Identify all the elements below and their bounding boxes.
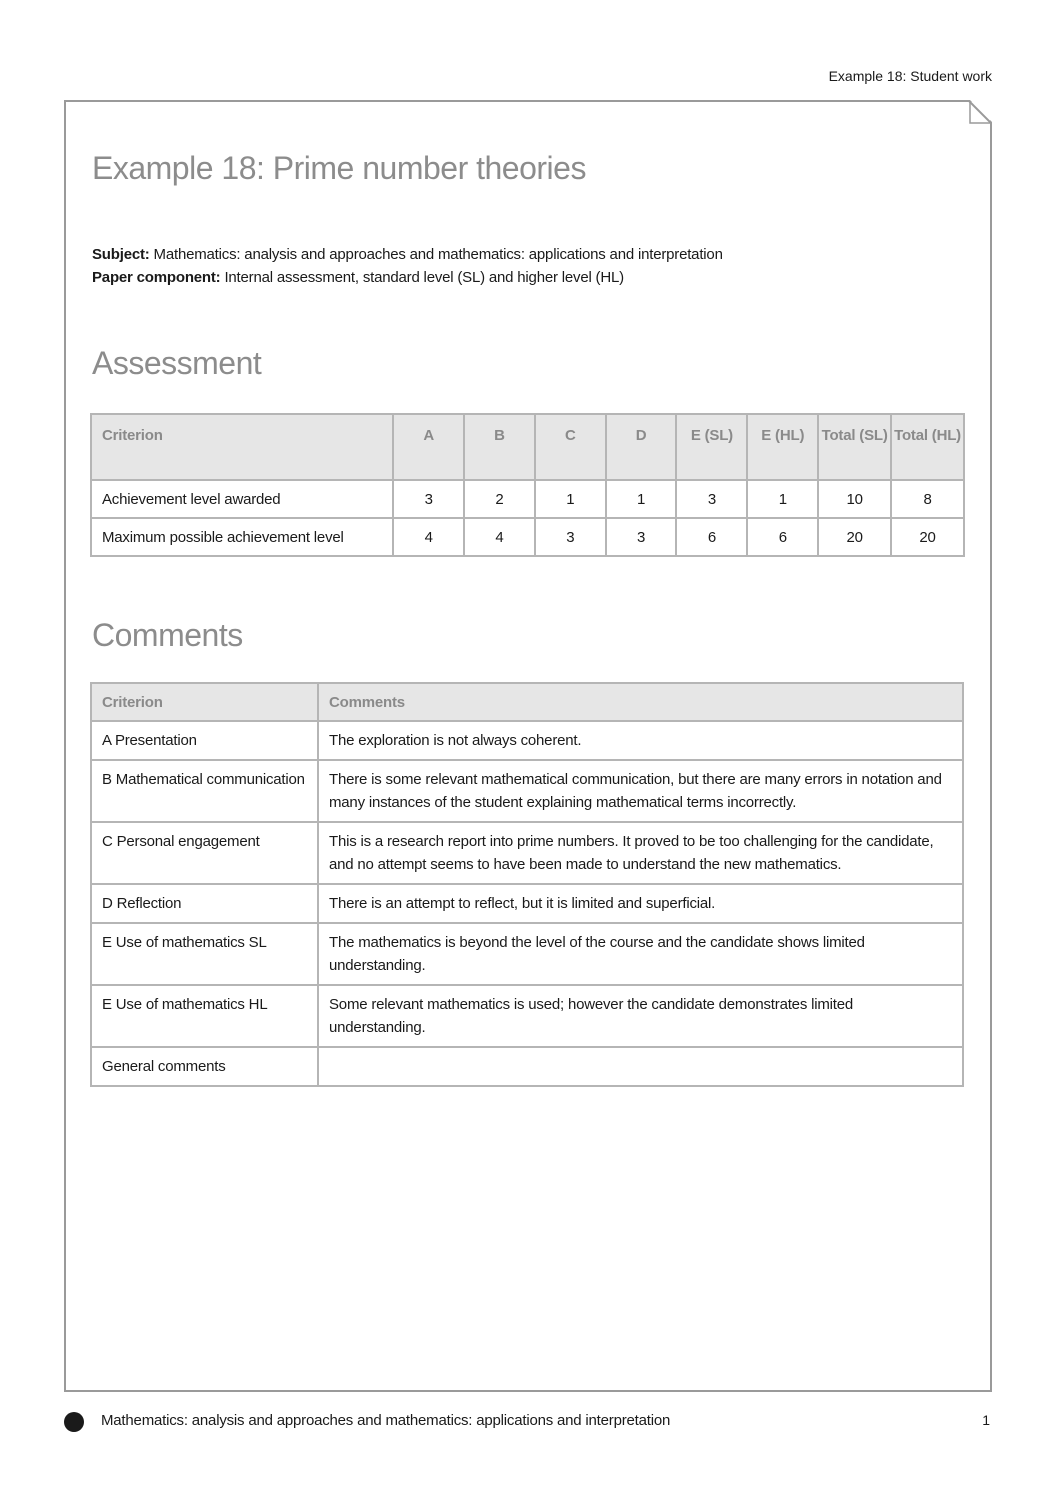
column-header: C [535,414,606,480]
column-header: Comments [318,683,963,721]
comment-cell: The exploration is not always coherent. [318,721,963,760]
table-cell: 1 [606,480,677,518]
table-row [91,822,963,884]
row-label: Maximum possible achievement level [91,518,393,556]
table-row [91,721,963,760]
table-cell: 1 [535,480,606,518]
component-label: Paper component: [92,269,221,286]
table-row [91,884,963,923]
table-cell: 1 [747,480,818,518]
column-header: B [464,414,535,480]
row-label: Achievement level awarded [91,480,393,518]
criterion-cell: General comments [91,1047,318,1086]
table-row [91,480,964,518]
table-row [91,1047,963,1086]
page-fold-corner [968,100,992,124]
subject-value: Mathematics: analysis and approaches and mathematics: applications and interpretation [149,246,723,263]
comment-cell: Some relevant mathematics is used; however the candidate demonstrates limited understanding. [318,985,963,1047]
table-row [91,985,963,1047]
table-cell: 20 [891,518,964,556]
comment-cell [318,1047,963,1086]
criterion-cell: A Presentation [91,721,318,760]
column-header: Criterion [91,683,318,721]
subject-label: Subject: [92,246,150,263]
table-cell: 20 [818,518,891,556]
comment-cell: There is an attempt to reflect, but it is limited and superficial. [318,884,963,923]
column-header: E (HL) [747,414,818,480]
comment-cell: There is some relevant mathematical communication, but there are many errors in notation and many instances of the student explaining mathematical terms incorrectly. [318,760,963,822]
footer-title: Mathematics: analysis and approaches and mathematics: applications and interpretation [101,1412,671,1429]
subject-line [92,243,723,266]
criterion-cell: D Reflection [91,884,318,923]
table-header-row [91,683,963,721]
assessment-table [90,413,965,557]
criterion-cell: C Personal engagement [91,822,318,884]
criterion-cell: B Mathematical communication [91,760,318,822]
table-cell: 3 [535,518,606,556]
assessment-heading: Assessment [92,345,262,381]
running-header: Example 18: Student work [828,68,992,84]
table-row [91,760,963,822]
component-value: Internal assessment, standard level (SL) and higher level (HL) [220,269,624,286]
comments-table [90,682,964,1087]
component-line [92,266,723,289]
table-cell: 10 [818,480,891,518]
table-cell: 8 [891,480,964,518]
table-cell: 4 [393,518,464,556]
column-header: A [393,414,464,480]
comment-cell: The mathematics is beyond the level of the course and the candidate shows limited understanding. [318,923,963,985]
column-header: Total (HL) [891,414,964,480]
table-cell: 3 [393,480,464,518]
table-cell: 2 [464,480,535,518]
table-cell: 3 [676,480,747,518]
page-number: 1 [982,1412,990,1428]
table-cell: 4 [464,518,535,556]
comment-cell: This is a research report into prime numbers. It proved to be too challenging for the candidate, and no attempt seems to have been made to understand the new mathematics. [318,822,963,884]
document-meta [92,243,723,289]
table-row [91,923,963,985]
page-footer [64,1410,992,1434]
column-header: E (SL) [676,414,747,480]
criterion-cell: E Use of mathematics SL [91,923,318,985]
table-cell: 6 [676,518,747,556]
column-header: D [606,414,677,480]
ib-logo-icon [64,1412,84,1432]
table-cell: 6 [747,518,818,556]
table-header-row [91,414,964,480]
comments-heading: Comments [92,617,243,653]
column-header: Total (SL) [818,414,891,480]
criterion-cell: E Use of mathematics HL [91,985,318,1047]
page-title: Example 18: Prime number theories [92,150,586,186]
column-header: Criterion [91,414,393,480]
table-row [91,518,964,556]
table-cell: 3 [606,518,677,556]
